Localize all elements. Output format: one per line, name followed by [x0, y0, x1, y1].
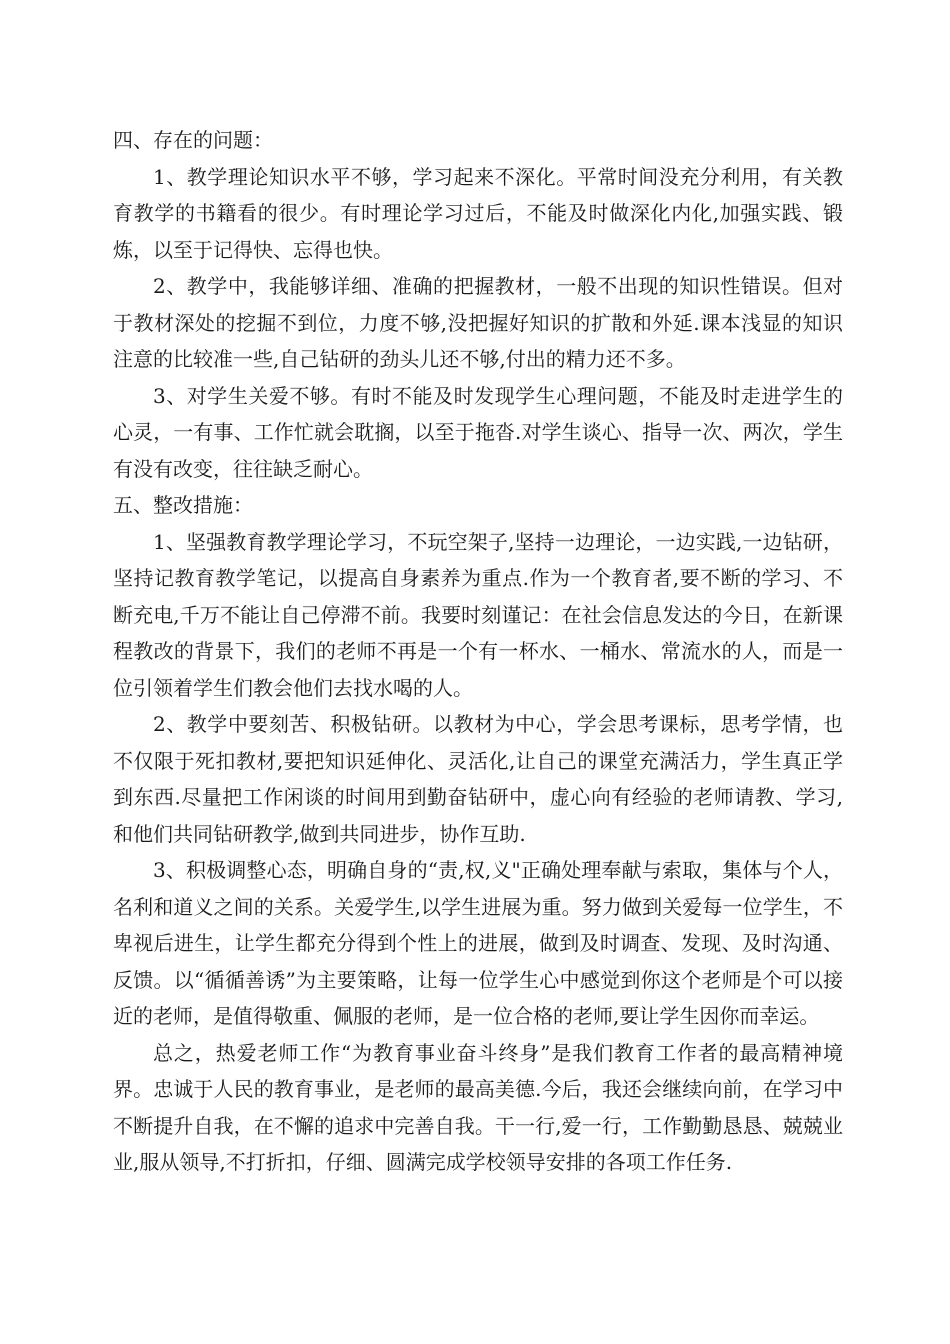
conclusion-paragraph: 总之，热爱老师工作“为教育事业奋斗终身”是我们教育工作者的最高精神境界。忠诚于人民的教育事业，是老师的最高美德.今后，我还会继续向前，在学习中不断提升自我，在不懈的追求中完善自我。干一行,爱一行，工作勤勤恳恳、兢兢业业,服从领导,不打折扣，仔细、圆满完成学校领导安排的各项工作任务.	[113, 1040, 843, 1174]
document-body	[113, 122, 843, 1181]
measure-paragraph-2: 2、教学中要刻苦、积极钻研。以教材为中心，学会思考课标，思考学情，也不仅限于死扣教材,要把知识延伸化、灵活化,让自己的课堂充满活力，学生真正学到东西.尽量把工作闲谈的时间用到勤奋钻研中，虚心向有经验的老师请教、学习,和他们共同钻研教学,做到共同进步，协作互助.	[113, 712, 843, 846]
problem-paragraph-3: 3、对学生关爱不够。有时不能及时发现学生心理问题，不能及时走进学生的心灵，一有事、工作忙就会耽搁，以至于拖沓.对学生谈心、指导一次、两次，学生有没有改变，往往缺乏耐心。	[113, 383, 843, 481]
measure-paragraph-1: 1、坚强教育教学理论学习，不玩空架子,坚持一边理论，一边实践,一边钻研，坚持记教育教学笔记，以提高自身素养为重点.作为一个教育者,要不断的学习、不断充电,千万不能让自己停滞不前。我要时刻谨记：在社会信息发达的今日，在新课程教改的背景下，我们的老师不再是一个有一杯水、一桶水、常流水的人，而是一位引领着学生们教会他们去找水喝的人。	[113, 529, 843, 700]
section-heading-problems: 四、存在的问题：	[113, 128, 273, 152]
section-heading-measures: 五、整改措施：	[113, 493, 253, 517]
problem-paragraph-2: 2、教学中，我能够详细、准确的把握教材，一般不出现的知识性错误。但对于教材深处的挖掘不到位，力度不够,没把握好知识的扩散和外延.课本浅显的知识注意的比较准一些,自己钻研的劲头儿还不够,付出的精力还不多。	[113, 274, 843, 371]
problem-paragraph-1: 1、教学理论知识水平不够，学习起来不深化。平常时间没充分利用，有关教育教学的书籍看的很少。有时理论学习过后，不能及时做深化内化,加强实践、锻炼，以至于记得快、忘得也快。	[113, 164, 843, 262]
measure-paragraph-3: 3、积极调整心态，明确自身的“责,权,义"正确处理奉献与索取，集体与个人，名利和道义之间的关系。关爱学生,以学生进展为重。努力做到关爱每一位学生，不卑视后进生，让学生都充分得到个性上的进展，做到及时调查、发现、及时沟通、反馈。以“循循善诱”为主要策略，让每一位学生心中感觉到你这个老师是个可以接近的老师，是值得敬重、佩服的老师，是一位合格的老师,要让学生因你而幸运。	[113, 858, 843, 1028]
